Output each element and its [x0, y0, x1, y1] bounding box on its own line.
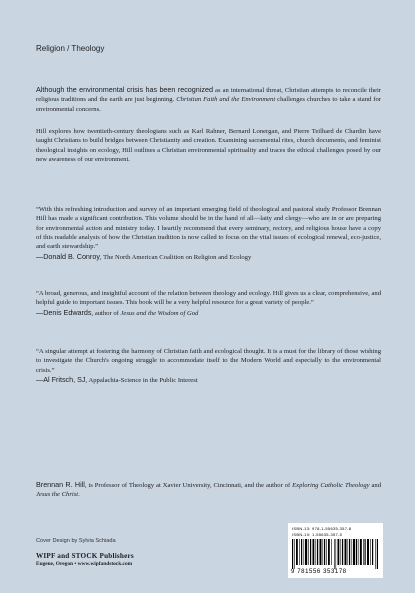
category-label: Religion / Theology [36, 44, 105, 53]
endorser-name: —Al Fritsch, SJ [36, 375, 86, 385]
author-name: Brennan R. Hill [36, 480, 85, 489]
endorsement-attribution [36, 252, 381, 262]
endorsement-3 [36, 347, 381, 386]
endorser-affiliation: , Appalachia-Science in the Public Interest [85, 377, 198, 385]
endorsement-quote: “A broad, generous, and insightful account of the relation between theology and ecology. Hill gives us a clear, comprehensive, and helpful guide to important issues. This book will be a very helpful resource for a great variety of people.” [36, 290, 381, 307]
barcode-icon [292, 539, 379, 569]
intro-paragraph [36, 85, 381, 114]
cover-design-credit: Cover Design by Sylvia Schiada [36, 538, 116, 544]
intro-book-title: Christian Faith and the Environment [176, 96, 276, 104]
endorsement-attribution [36, 308, 381, 318]
intro-text-b: challenges churches to take a stand for environmental concerns. [36, 96, 381, 113]
description-text: Hill explores how twentieth-century theologians such as Karl Rahner, Bernard Lonergan, and Pierre Teilhard de Chardin have taught Christians to build bridges between Christianity and creation. Examining sacramental rites, church documents, and feminist theological insights on ecology, Hill outlines a Christian environmental spirituality and traces the ethical challenges posed by our new awareness of our environment. [36, 128, 381, 163]
isbn-10: ISBN-10: 1-55635-357-5 [292, 532, 343, 537]
isbn-13: ISBN-13: 978-1-55635-357-8 [292, 526, 352, 531]
bio-text-a: , is Professor of Theology at Xavier University, Cincinnati, and the author of [84, 482, 293, 489]
endorsement-2 [36, 289, 381, 318]
bio-title-2: Jesus the Christ [36, 491, 79, 499]
intro-lead: Although the environmental crisis has been recognized [36, 85, 213, 94]
barcode-panel [288, 523, 383, 578]
author-bio [36, 480, 381, 500]
bio-text-c: . [78, 491, 80, 499]
endorser-name: —Denis Edwards [36, 308, 92, 318]
endorser-name: —Donald B. Conroy [36, 251, 100, 261]
description-paragraph [36, 127, 381, 164]
endorser-affiliation: , The North American Coalition on Religion and Ecology [99, 253, 252, 261]
intro-text-a: as an international threat, Christian attempts to reconcile their religious traditions and the earth are just beginning. [36, 87, 381, 104]
endorsement-quote: “A singular attempt at fostering the harmony of Christian faith and ecological thought. It is a must for the library of those wishing to investigate the Church's ongoing struggle to accommodate itself to the Modern World and especially to the environmental crisis.” [36, 348, 381, 374]
endorsement-1 [36, 205, 381, 262]
barcode-digits: 9 781556 353178 [291, 569, 347, 575]
endorser-book-title: Jesus and the Wisdom of God [120, 310, 199, 318]
endorsement-quote: “With this refreshing introduction and survey of an important emerging field of theological and pastoral study Professor Brennan Hill has made a significant contribution. This volume should be in the hand of all—laity and clergy—who are in or are preparing for environmental action and ministry today. I heartily recommend that every seminary, rectory, and religious house have a copy of this readable analysis of how the Christian tradition is now called to focus on the vital issues of ecological renewal, eco-justice, and earth stewardship.” [36, 206, 381, 251]
bio-title-1: Exploring Catholic Theology [292, 482, 370, 489]
endorsement-attribution [36, 375, 381, 385]
endorser-affiliation-prefix: , author of [91, 310, 121, 318]
publisher-location: Eugene, Oregon • www.wipfandstock.com [36, 561, 133, 567]
bio-text-b: and [369, 482, 381, 489]
publisher-name: WIPF and STOCK Publishers [36, 552, 134, 560]
